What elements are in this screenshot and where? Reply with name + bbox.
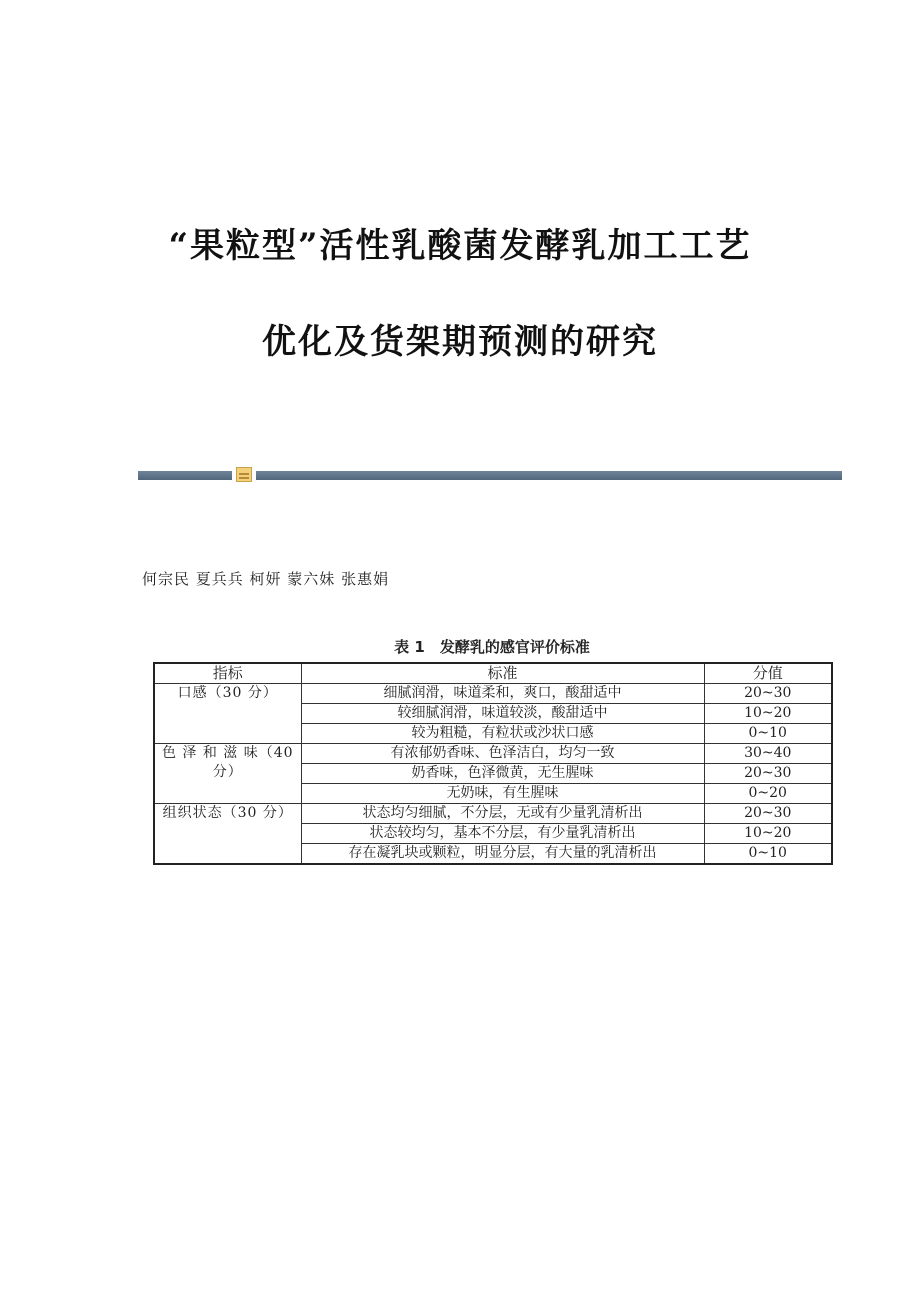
standard-cell: 状态较均匀，基本不分层，有少量乳清析出 (301, 824, 704, 844)
standard-cell: 无奶味，有生腥味 (301, 784, 704, 804)
header-indicator: 指标 (154, 663, 301, 684)
table-row (154, 744, 832, 764)
score-cell: 0~10 (704, 844, 832, 865)
score-cell: 10~20 (704, 704, 832, 724)
title-divider-left (138, 471, 232, 480)
standard-cell: 较为粗糙，有粒状或沙状口感 (301, 724, 704, 744)
table-row (154, 684, 832, 704)
standard-cell: 细腻润滑，味道柔和，爽口，酸甜适中 (301, 684, 704, 704)
header-score: 分值 (704, 663, 832, 684)
category-color-flavor: 色 泽 和 滋 味（40 分） (154, 744, 301, 804)
standard-cell: 奶香味，色泽微黄，无生腥味 (301, 764, 704, 784)
standard-cell: 存在凝乳块或颗粒，明显分层，有大量的乳清析出 (301, 844, 704, 865)
score-cell: 20~30 (704, 764, 832, 784)
score-cell: 0~20 (704, 784, 832, 804)
document-title-line-2: 优化及货架期预测的研究 (262, 322, 658, 362)
table-header-row (154, 663, 832, 684)
table-caption: 表 1 发酵乳的感官评价标准 (394, 638, 590, 656)
category-taste: 口感（30 分） (154, 684, 301, 744)
author-list: 何宗民 夏兵兵 柯妍 蒙六妹 张惠娟 (142, 570, 390, 588)
title-divider-right (256, 471, 842, 480)
standard-cell: 有浓郁奶香味、色泽洁白，均匀一致 (301, 744, 704, 764)
score-cell: 0~10 (704, 724, 832, 744)
score-cell: 30~40 (704, 744, 832, 764)
document-title-line-1: “果粒型”活性乳酸菌发酵乳加工工艺 (168, 226, 752, 266)
divider-envelope-icon (236, 467, 252, 482)
score-cell: 20~30 (704, 804, 832, 824)
standard-cell: 较细腻润滑，味道较淡，酸甜适中 (301, 704, 704, 724)
table-row (154, 804, 832, 824)
score-cell: 20~30 (704, 684, 832, 704)
score-cell: 10~20 (704, 824, 832, 844)
header-standard: 标准 (301, 663, 704, 684)
category-texture: 组织状态（30 分） (154, 804, 301, 865)
standard-cell: 状态均匀细腻，不分层，无或有少量乳清析出 (301, 804, 704, 824)
sensory-evaluation-table (153, 662, 833, 865)
